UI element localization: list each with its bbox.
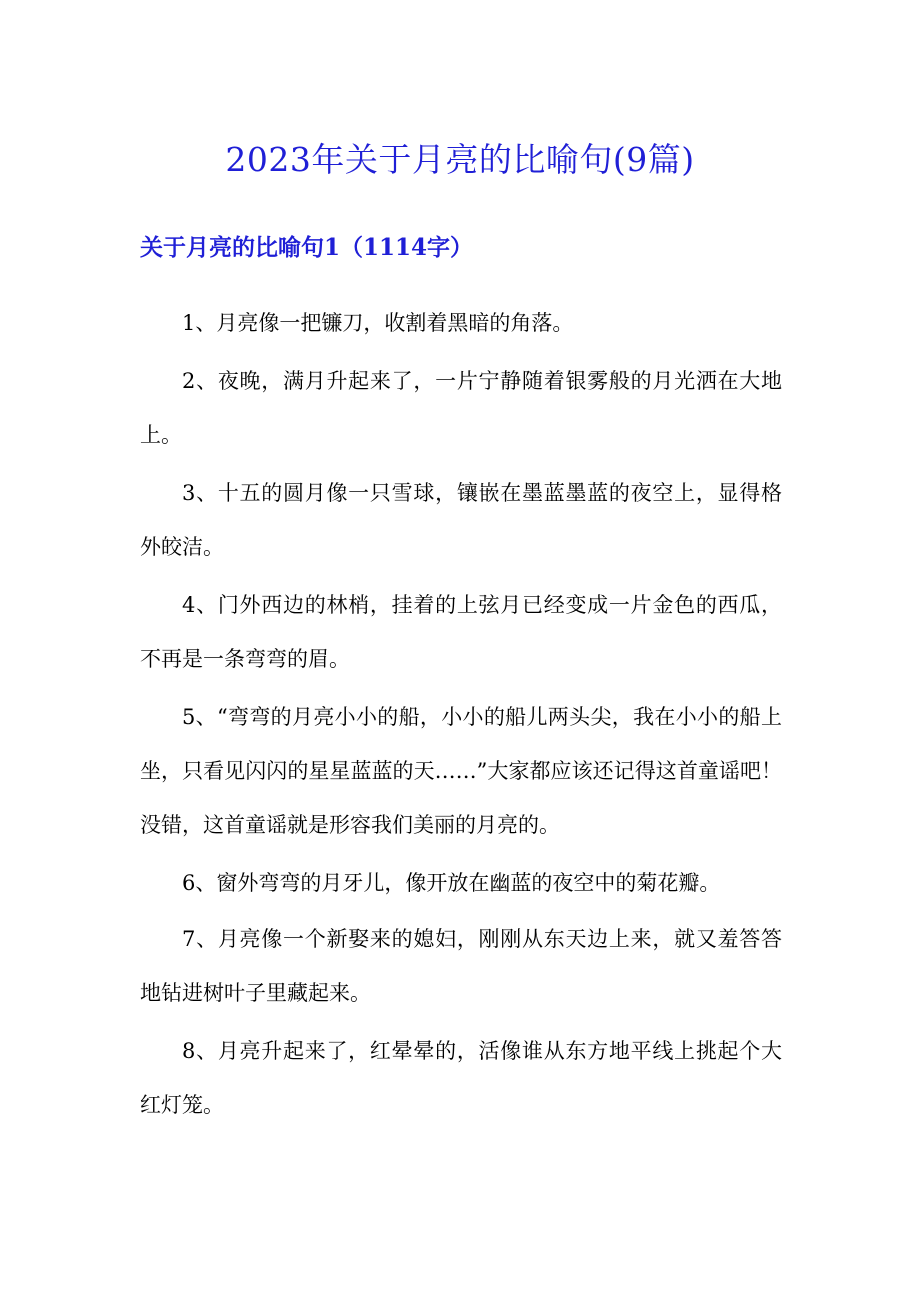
paragraph-6: 6、窗外弯弯的月牙儿，像开放在幽蓝的夜空中的菊花瓣。 xyxy=(182,871,721,895)
document-title: 2023年关于月亮的比喻句(9篇) xyxy=(225,140,695,179)
paragraph-3: 3、十五的圆月像一只雪球，镶嵌在墨蓝墨蓝的夜空上，显得格外皎洁。 xyxy=(140,481,782,559)
paragraph-5: 5、“弯弯的月亮小小的船，小小的船儿两头尖，我在小小的船上坐，只看见闪闪的星星蓝蓝的天……”大家都应该还记得这首童谣吧！没错，这首童谣就是形容我们美丽的月亮的。 xyxy=(140,705,782,837)
paragraph-4: 4、门外西边的林梢，挂着的上弦月已经变成一片金色的西瓜，不再是一条弯弯的眉。 xyxy=(140,593,782,671)
paragraph-8: 8、月亮升起来了，红晕晕的，活像谁从东方地平线上挑起个大红灯笼。 xyxy=(140,1039,782,1117)
paragraph-2: 2、夜晚，满月升起来了，一片宁静随着银雾般的月光洒在大地上。 xyxy=(140,369,782,447)
section-heading: 关于月亮的比喻句1（1114字） xyxy=(140,234,474,261)
paragraph-1: 1、月亮像一把镰刀，收割着黑暗的角落。 xyxy=(182,311,574,335)
paragraph-7: 7、月亮像一个新娶来的媳妇，刚刚从东天边上来，就又羞答答地钻进树叶子里藏起来。 xyxy=(140,927,782,1005)
